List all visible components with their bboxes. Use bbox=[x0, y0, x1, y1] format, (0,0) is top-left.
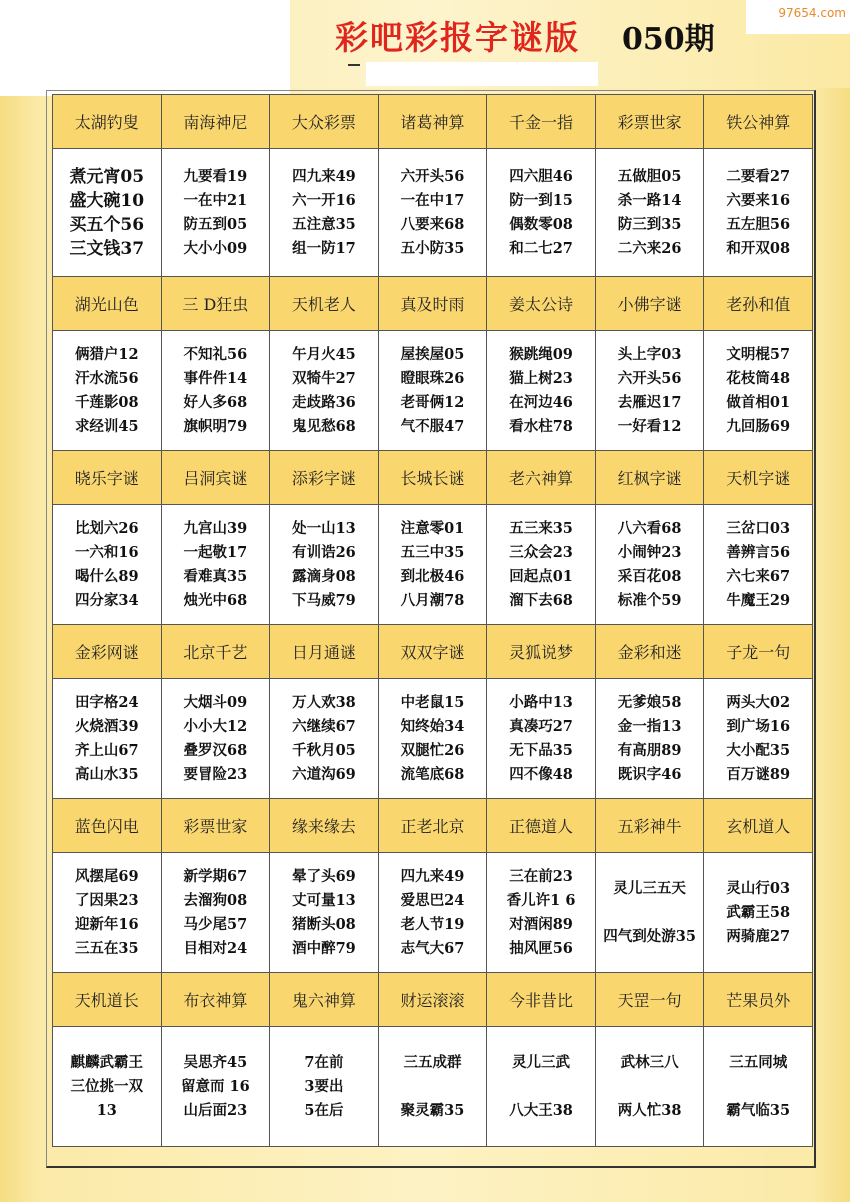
column-header: 红枫字谜 bbox=[596, 451, 705, 505]
riddle-line: 二六来26 bbox=[617, 239, 682, 257]
riddle-line: 四九来49 bbox=[400, 867, 465, 885]
riddle-cell bbox=[487, 149, 596, 277]
riddle-line: 三文钱37 bbox=[69, 238, 145, 259]
column-header: 芒果员外 bbox=[704, 973, 813, 1027]
riddle-line: 看水柱78 bbox=[509, 417, 573, 435]
riddle-line: 五做胆05 bbox=[617, 167, 682, 185]
riddle-line: 迎新年16 bbox=[74, 915, 139, 933]
riddle-line: 一六和16 bbox=[74, 543, 139, 561]
riddle-line: 五三中35 bbox=[400, 543, 465, 561]
riddle-cell bbox=[270, 853, 379, 973]
site-watermark: 97654.com bbox=[778, 6, 846, 20]
riddle-line: 灵儿三五天 bbox=[613, 879, 686, 897]
riddle-line: 六道沟69 bbox=[292, 765, 356, 783]
riddle-cell bbox=[487, 1027, 596, 1147]
riddle-cell bbox=[487, 505, 596, 625]
column-header: 正老北京 bbox=[379, 799, 488, 853]
riddle-cell bbox=[379, 679, 488, 799]
riddle-line: 看难真35 bbox=[183, 567, 248, 585]
riddle-cell bbox=[704, 149, 813, 277]
riddle-line: 大小配35 bbox=[726, 741, 791, 759]
riddle-line: 麒麟武霸王 bbox=[70, 1053, 144, 1071]
riddle-line: 高山水35 bbox=[74, 765, 139, 783]
riddle-cell bbox=[162, 331, 271, 451]
riddle-line: 武霸王58 bbox=[726, 903, 791, 921]
riddle-line: 千秋月05 bbox=[292, 741, 356, 759]
riddle-cell bbox=[379, 853, 488, 973]
column-header: 小佛字谜 bbox=[596, 277, 705, 331]
riddle-line: 三五同城 bbox=[729, 1053, 788, 1071]
riddle-cell bbox=[162, 853, 271, 973]
riddle-line: 了因果23 bbox=[74, 891, 139, 909]
riddle-line: 九宫山39 bbox=[183, 519, 248, 537]
riddle-line: 山后面23 bbox=[183, 1101, 248, 1119]
riddle-line: 和开双08 bbox=[726, 239, 791, 257]
riddle-line: 爱思巴24 bbox=[400, 891, 465, 909]
riddle-cell bbox=[53, 1027, 162, 1147]
riddle-line: 去雁迟17 bbox=[617, 393, 682, 411]
column-header: 彩票世家 bbox=[162, 799, 271, 853]
riddle-line: 瞪眼珠26 bbox=[400, 369, 465, 387]
column-header: 玄机道人 bbox=[704, 799, 813, 853]
riddle-line: 牛魔王29 bbox=[726, 591, 791, 609]
riddle-line: 风摆尾69 bbox=[74, 867, 139, 885]
riddle-line: 三众会23 bbox=[509, 543, 573, 561]
column-header: 财运滚滚 bbox=[379, 973, 488, 1027]
riddle-cell bbox=[596, 853, 705, 973]
riddle-line: 采百花08 bbox=[617, 567, 682, 585]
riddle-cell bbox=[704, 331, 813, 451]
riddle-cell bbox=[53, 679, 162, 799]
column-header: 子龙一句 bbox=[704, 625, 813, 679]
header-blank-area bbox=[0, 0, 290, 96]
riddle-line: 标准个59 bbox=[617, 591, 682, 609]
riddle-line: 组一防17 bbox=[292, 239, 356, 257]
riddle-line: 一好看12 bbox=[617, 417, 682, 435]
riddle-line: 四分家34 bbox=[74, 591, 139, 609]
riddle-line: 老哥俩12 bbox=[400, 393, 465, 411]
riddle-line: 三岔口03 bbox=[726, 519, 791, 537]
riddle-line: 五三来35 bbox=[509, 519, 573, 537]
riddle-line: 处一山13 bbox=[292, 519, 356, 537]
riddle-line: 百万谜89 bbox=[726, 765, 791, 783]
riddle-line: 霸气临35 bbox=[726, 1101, 791, 1119]
riddle-line: 三位挑一双 bbox=[70, 1077, 144, 1095]
riddle-line: 六七来67 bbox=[726, 567, 791, 585]
riddle-line: 抽风匣56 bbox=[509, 939, 573, 957]
column-header: 诸葛神算 bbox=[379, 95, 488, 149]
column-header: 千金一指 bbox=[487, 95, 596, 149]
riddle-cell bbox=[596, 331, 705, 451]
riddle-line: 六开头56 bbox=[617, 369, 682, 387]
column-header: 今非昔比 bbox=[487, 973, 596, 1027]
riddle-cell bbox=[270, 149, 379, 277]
riddle-line: 下马威79 bbox=[292, 591, 356, 609]
riddle-line: 新学期67 bbox=[183, 867, 248, 885]
riddle-cell bbox=[487, 331, 596, 451]
riddle-line: 鬼见愁68 bbox=[292, 417, 356, 435]
riddle-cell bbox=[487, 679, 596, 799]
riddle-line: 防三到35 bbox=[617, 215, 682, 233]
riddle-cell bbox=[162, 505, 271, 625]
column-header: 五彩神牛 bbox=[596, 799, 705, 853]
column-header: 太湖钓叟 bbox=[53, 95, 162, 149]
riddle-line: 猴跳绳09 bbox=[509, 345, 573, 363]
riddle-line: 大小小09 bbox=[183, 239, 248, 257]
column-header: 日月通谜 bbox=[270, 625, 379, 679]
column-header: 双双字谜 bbox=[379, 625, 488, 679]
riddle-line: 三五在35 bbox=[74, 939, 139, 957]
riddle-line: 田字格24 bbox=[74, 693, 139, 711]
riddle-line: 对酒闲89 bbox=[509, 915, 573, 933]
column-header: 天机字谜 bbox=[704, 451, 813, 505]
riddle-line: 无爹娘58 bbox=[617, 693, 682, 711]
riddle-line: 留意而 16 bbox=[180, 1077, 250, 1095]
riddle-line: 五左胆56 bbox=[726, 215, 791, 233]
column-header: 天机道长 bbox=[53, 973, 162, 1027]
riddle-cell bbox=[704, 679, 813, 799]
riddle-cell bbox=[53, 149, 162, 277]
column-header: 大众彩票 bbox=[270, 95, 379, 149]
column-header: 湖光山色 bbox=[53, 277, 162, 331]
riddle-line: 马少尾57 bbox=[183, 915, 248, 933]
riddle-line: 去溜狗08 bbox=[183, 891, 248, 909]
page-title: 彩吧彩报字谜版 bbox=[335, 18, 580, 57]
riddle-cell bbox=[379, 331, 488, 451]
riddle-line: 求经训45 bbox=[74, 417, 139, 435]
column-header: 蓝色闪电 bbox=[53, 799, 162, 853]
riddle-line: 猫上树23 bbox=[509, 369, 573, 387]
riddle-line: 流笔底68 bbox=[400, 765, 465, 783]
riddle-line: 烛光中68 bbox=[183, 591, 248, 609]
column-header: 长城长谜 bbox=[379, 451, 488, 505]
riddle-line: 旗帜明79 bbox=[183, 417, 248, 435]
riddle-line: 走歧路36 bbox=[292, 393, 356, 411]
riddle-cell bbox=[379, 149, 488, 277]
riddle-cell bbox=[270, 679, 379, 799]
riddle-line: 防一到15 bbox=[509, 191, 573, 209]
riddle-line: 聚灵霸35 bbox=[400, 1101, 465, 1119]
riddle-line: 花枝筒48 bbox=[726, 369, 791, 387]
riddle-cell bbox=[53, 331, 162, 451]
riddle-line: 两骑鹿27 bbox=[726, 927, 791, 945]
riddle-line: 丈可量13 bbox=[292, 891, 356, 909]
riddle-line: 香儿许1 6 bbox=[506, 891, 576, 909]
riddle-line: 六一开16 bbox=[292, 191, 356, 209]
riddle-cell bbox=[270, 1027, 379, 1147]
riddle-line: 小闹钟23 bbox=[617, 543, 682, 561]
riddle-line: 盛大碗10 bbox=[69, 190, 145, 211]
riddle-line: 防五到05 bbox=[183, 215, 248, 233]
column-header: 金彩和迷 bbox=[596, 625, 705, 679]
riddle-line: 万人欢38 bbox=[292, 693, 356, 711]
riddle-line: 喝什么89 bbox=[74, 567, 139, 585]
riddle-line: 买五个56 bbox=[69, 214, 145, 235]
riddle-line: 两人忙38 bbox=[617, 1101, 682, 1119]
riddle-line: 六开头56 bbox=[400, 167, 465, 185]
riddle-line: 三在前23 bbox=[509, 867, 573, 885]
riddle-line: 火烧酒39 bbox=[74, 717, 139, 735]
column-header: 添彩字谜 bbox=[270, 451, 379, 505]
riddle-line: 酒中醉79 bbox=[292, 939, 356, 957]
column-header: 布衣神算 bbox=[162, 973, 271, 1027]
riddle-line: 八月潮78 bbox=[400, 591, 465, 609]
riddle-cell bbox=[379, 505, 488, 625]
riddle-line: 在河边46 bbox=[509, 393, 573, 411]
riddle-cell bbox=[704, 1027, 813, 1147]
riddle-line: 3要出 bbox=[304, 1077, 344, 1095]
riddle-line: 大烟斗09 bbox=[183, 693, 248, 711]
riddle-cell bbox=[270, 505, 379, 625]
riddle-line: 小路中13 bbox=[509, 693, 573, 711]
riddle-line: 到广场16 bbox=[726, 717, 791, 735]
riddle-cell bbox=[162, 679, 271, 799]
column-header: 三 D狂虫 bbox=[162, 277, 271, 331]
riddle-line: 灵山行03 bbox=[726, 879, 791, 897]
column-header: 金彩网谜 bbox=[53, 625, 162, 679]
riddle-cell bbox=[704, 505, 813, 625]
riddle-line: 五小防35 bbox=[400, 239, 465, 257]
riddle-line: 屋挨屋05 bbox=[400, 345, 465, 363]
riddle-line: 武林三八 bbox=[620, 1053, 679, 1071]
column-header: 鬼六神算 bbox=[270, 973, 379, 1027]
riddle-line: 好人多68 bbox=[183, 393, 248, 411]
riddle-line: 中老鼠15 bbox=[400, 693, 465, 711]
riddle-line: 两头大02 bbox=[726, 693, 791, 711]
riddle-line: 气不服47 bbox=[400, 417, 465, 435]
riddle-line: 要冒险23 bbox=[183, 765, 248, 783]
column-header: 南海神尼 bbox=[162, 95, 271, 149]
riddle-line: 善辨言56 bbox=[726, 543, 791, 561]
column-header: 彩票世家 bbox=[596, 95, 705, 149]
riddle-line: 四不像48 bbox=[509, 765, 573, 783]
riddle-line: 金一指13 bbox=[617, 717, 682, 735]
column-header: 正德道人 bbox=[487, 799, 596, 853]
riddle-cell bbox=[596, 505, 705, 625]
riddle-line: 灵儿三武 bbox=[512, 1053, 571, 1071]
riddle-line: 事件件14 bbox=[183, 369, 248, 387]
riddle-cell bbox=[596, 149, 705, 277]
column-header: 铁公神算 bbox=[704, 95, 813, 149]
riddle-line: 小小大12 bbox=[183, 717, 248, 735]
riddle-line: 13 bbox=[96, 1101, 117, 1119]
riddle-line: 和二七27 bbox=[509, 239, 573, 257]
riddle-line: 有高朋89 bbox=[617, 741, 682, 759]
riddle-cell bbox=[596, 679, 705, 799]
riddle-line: 有训诰26 bbox=[292, 543, 356, 561]
riddle-line: 文明棍57 bbox=[726, 345, 791, 363]
riddle-line: 晕了头69 bbox=[292, 867, 356, 885]
title-underline bbox=[348, 64, 360, 66]
riddle-line: 九回肠69 bbox=[726, 417, 791, 435]
riddle-line: 做首相01 bbox=[726, 393, 791, 411]
riddle-line: 杀一路14 bbox=[617, 191, 682, 209]
riddle-line: 到北极46 bbox=[400, 567, 465, 585]
riddle-line: 露滴身08 bbox=[292, 567, 356, 585]
riddle-cell bbox=[162, 1027, 271, 1147]
column-header: 天机老人 bbox=[270, 277, 379, 331]
riddle-cell bbox=[487, 853, 596, 973]
riddle-line: 八六看68 bbox=[617, 519, 682, 537]
riddle-line: 三五成群 bbox=[403, 1053, 462, 1071]
riddle-line: 既识字46 bbox=[617, 765, 682, 783]
riddle-table bbox=[52, 94, 813, 1147]
column-header: 天罡一句 bbox=[596, 973, 705, 1027]
riddle-line: 老人节19 bbox=[400, 915, 465, 933]
riddle-line: 八大王38 bbox=[509, 1101, 573, 1119]
riddle-cell bbox=[162, 149, 271, 277]
riddle-line: 一在中21 bbox=[183, 191, 248, 209]
riddle-line: 不知礼56 bbox=[183, 345, 248, 363]
riddle-line: 二要看27 bbox=[726, 167, 791, 185]
riddle-line: 双犄牛27 bbox=[292, 369, 356, 387]
riddle-line: 7在前 bbox=[304, 1053, 344, 1071]
riddle-line: 煮元宵05 bbox=[69, 166, 145, 187]
riddle-line: 一在中17 bbox=[400, 191, 465, 209]
riddle-line: 猪断头08 bbox=[292, 915, 356, 933]
riddle-line: 千莲影08 bbox=[74, 393, 139, 411]
riddle-line: 俩猎户12 bbox=[74, 345, 139, 363]
riddle-line: 回起点01 bbox=[509, 567, 573, 585]
riddle-cell bbox=[53, 853, 162, 973]
riddle-line: 四六胆46 bbox=[509, 167, 573, 185]
riddle-line: 头上字03 bbox=[617, 345, 682, 363]
riddle-line: 九要看19 bbox=[183, 167, 248, 185]
column-header: 姜太公诗 bbox=[487, 277, 596, 331]
riddle-cell bbox=[379, 1027, 488, 1147]
riddle-cell bbox=[53, 505, 162, 625]
issue-number: 050期 bbox=[622, 22, 715, 57]
riddle-line: 注意零01 bbox=[400, 519, 465, 537]
riddle-line: 四九来49 bbox=[292, 167, 356, 185]
riddle-line: 比划六26 bbox=[74, 519, 139, 537]
riddle-line: 叠罗汉68 bbox=[183, 741, 248, 759]
riddle-line: 一起敬17 bbox=[183, 543, 248, 561]
riddle-line: 八要来68 bbox=[400, 215, 465, 233]
column-header: 真及时雨 bbox=[379, 277, 488, 331]
riddle-line: 齐上山67 bbox=[74, 741, 139, 759]
header-blank-strip bbox=[366, 62, 598, 86]
riddle-line: 四气到处游35 bbox=[603, 927, 696, 945]
riddle-line: 溜下去68 bbox=[509, 591, 573, 609]
riddle-line: 偶数零08 bbox=[509, 215, 573, 233]
column-header: 灵狐说梦 bbox=[487, 625, 596, 679]
riddle-line: 五注意35 bbox=[292, 215, 356, 233]
riddle-line: 吴思齐45 bbox=[183, 1053, 248, 1071]
riddle-cell bbox=[270, 331, 379, 451]
riddle-line: 5在后 bbox=[304, 1101, 344, 1119]
column-header: 吕洞宾谜 bbox=[162, 451, 271, 505]
riddle-line: 午月火45 bbox=[292, 345, 356, 363]
column-header: 缘来缘去 bbox=[270, 799, 379, 853]
riddle-line: 无下品35 bbox=[509, 741, 573, 759]
column-header: 北京千艺 bbox=[162, 625, 271, 679]
riddle-line: 汗水流56 bbox=[74, 369, 139, 387]
column-header: 老孙和值 bbox=[704, 277, 813, 331]
riddle-line: 志气大67 bbox=[400, 939, 465, 957]
riddle-line: 目相对24 bbox=[183, 939, 248, 957]
column-header: 晓乐字谜 bbox=[53, 451, 162, 505]
riddle-line: 双腿忙26 bbox=[400, 741, 465, 759]
riddle-cell bbox=[704, 853, 813, 973]
riddle-line: 六要来16 bbox=[726, 191, 791, 209]
column-header: 老六神算 bbox=[487, 451, 596, 505]
riddle-cell bbox=[596, 1027, 705, 1147]
riddle-line: 真凑巧27 bbox=[509, 717, 573, 735]
riddle-line: 六继续67 bbox=[292, 717, 356, 735]
riddle-line: 知终始34 bbox=[400, 717, 465, 735]
